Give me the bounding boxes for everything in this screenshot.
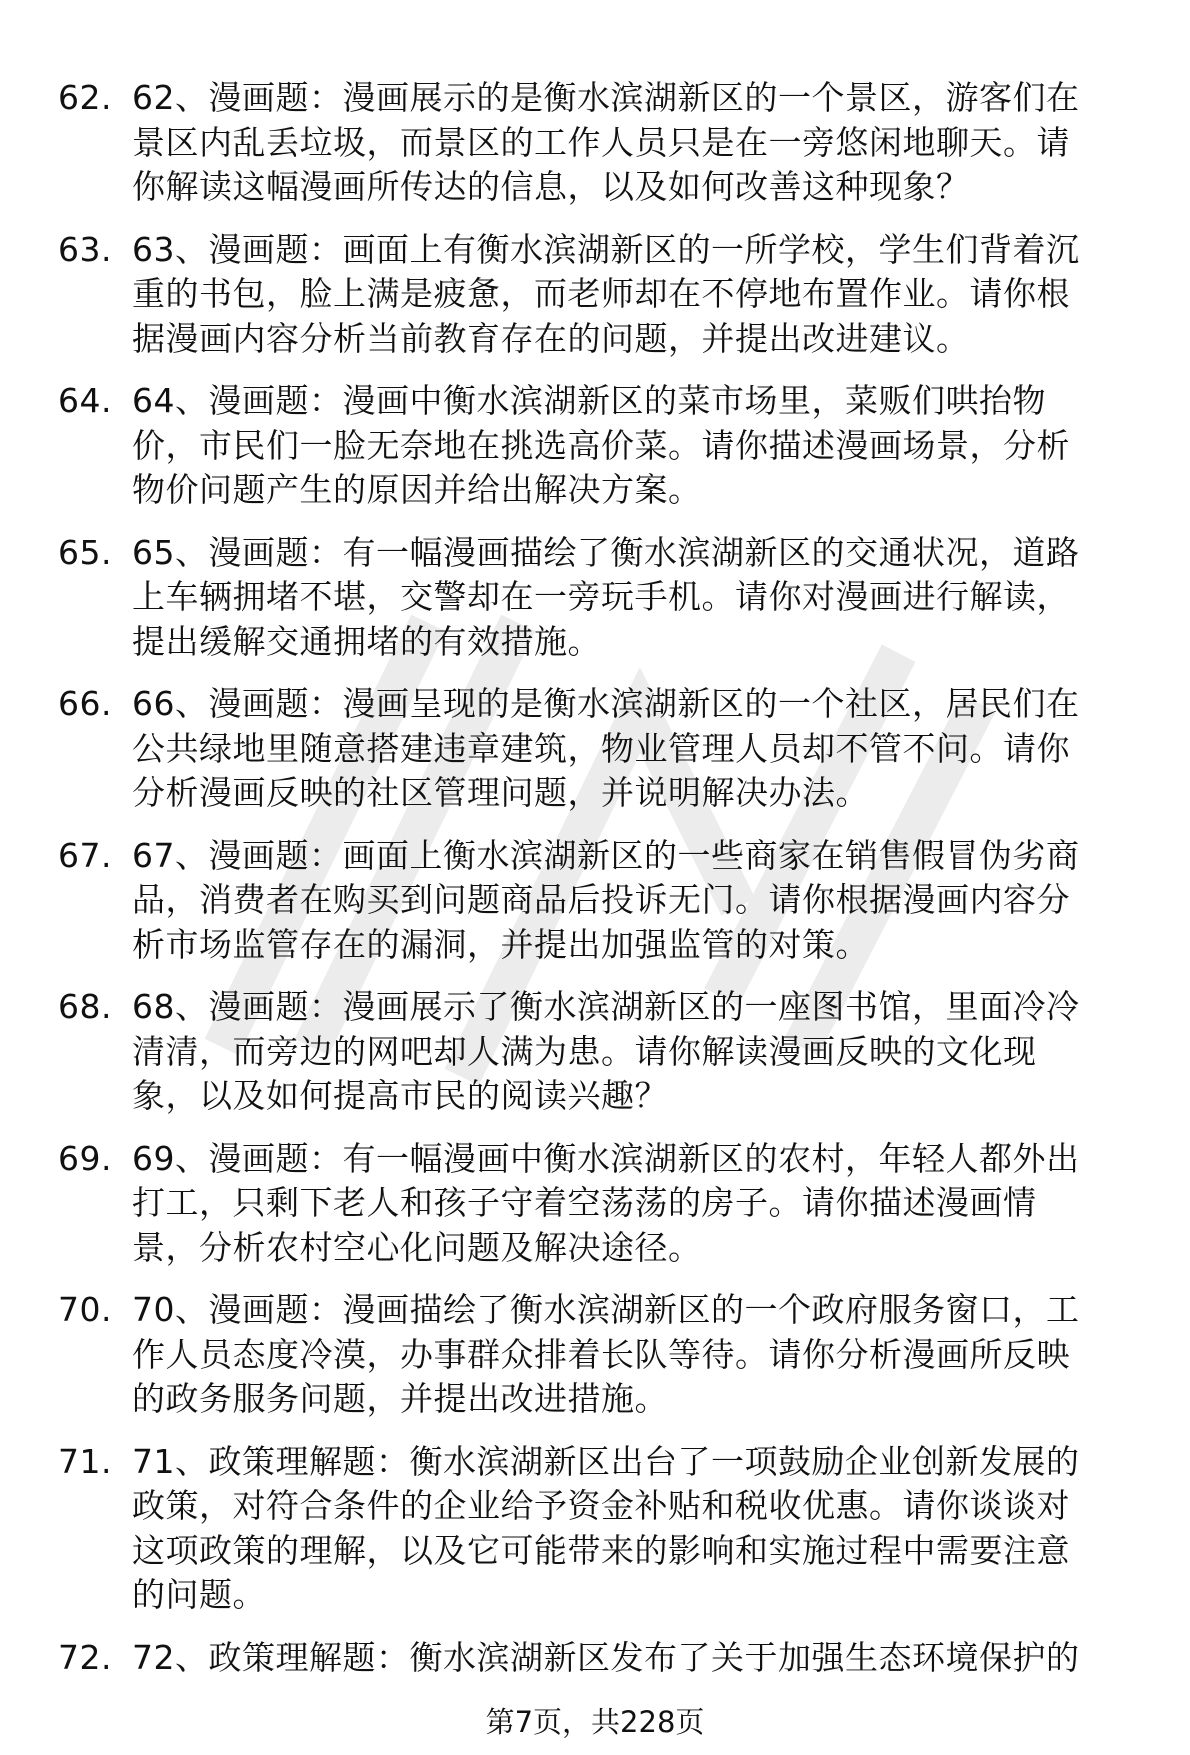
question-item [58,1440,1158,1618]
question-text: 62、漫画题：漫画展示的是衡水滨湖新区的一个景区，游客们在 景区内乱丢垃圾，而景区的工作人员只是在一旁悠闲地聊天。请 你解读这幅漫画所传达的信息，以及如何改善这种现象？ [132,78,1080,206]
question-number: 66. [58,684,112,723]
question-item [58,1288,1158,1422]
question-text: 71、政策理解题：衡水滨湖新区出台了一项鼓励企业创新发展的 政策，对符合条件的企业给予资金补贴和税收优惠。请你谈谈对 这项政策的理解，以及它可能带来的影响和实施过程中需要注意 的问题。 [132,1441,1080,1614]
question-text: 69、漫画题：有一幅漫画中衡水滨湖新区的农村，年轻人都外出 打工，只剩下老人和孩子守着空荡荡的房子。请你描述漫画情 景，分析农村空心化问题及解决途径。 [132,1138,1080,1267]
question-number: 67. [58,835,112,875]
page-footer [0,1702,1190,1742]
question-item [58,76,1158,210]
question-number: 71. [58,1441,112,1481]
question-list [58,76,1158,1698]
question-item [58,1137,1158,1271]
question-text: 64、漫画题：漫画中衡水滨湖新区的菜市场里，菜贩们哄抬物 价，市民们一脸无奈地在挑选高价菜。请你描述漫画场景，分析 物价问题产生的原因并给出解决方案。 [132,381,1070,509]
question-text: 65、漫画题：有一幅漫画描绘了衡水滨湖新区的交通状况，道路 上车辆拥堵不堪，交警却在一旁玩手机。请你对漫画进行解读， 提出缓解交通拥堵的有效措施。 [132,532,1080,661]
question-item [58,228,1158,362]
question-text: 70、漫画题：漫画描绘了衡水滨湖新区的一个政府服务窗口，工 作人员态度冷漠，办事群众排着长队等待。请你分析漫画所反映 的政务服务问题，并提出改进措施。 [132,1290,1080,1418]
question-number: 72. [58,1637,112,1677]
question-number: 64. [58,381,112,420]
question-text: 66、漫画题：漫画呈现的是衡水滨湖新区的一个社区，居民们在 公共绿地里随意搭建违章建筑，物业管理人员却不管不问。请你 分析漫画反映的社区管理问题，并说明解决办法。 [132,684,1080,812]
question-number: 69. [58,1138,112,1178]
question-item [58,985,1158,1119]
page-number-label: 第7页，共228页 [485,1705,705,1739]
question-item [58,682,1158,816]
question-text: 67、漫画题：画面上衡水滨湖新区的一些商家在销售假冒伪劣商 品，消费者在购买到问题商品后投诉无门。请你根据漫画内容分 析市场监管存在的漏洞，并提出加强监管的对策。 [132,835,1080,964]
question-number: 65. [58,532,112,572]
question-number: 68. [58,987,112,1026]
question-item [58,379,1158,513]
question-number: 62. [58,78,112,117]
question-item [58,1636,1158,1681]
question-number: 70. [58,1290,112,1329]
question-text: 72、政策理解题：衡水滨湖新区发布了关于加强生态环境保护的 [132,1637,1080,1677]
question-number: 63. [58,229,112,269]
question-text: 68、漫画题：漫画展示了衡水滨湖新区的一座图书馆，里面冷冷 清清，而旁边的网吧却人满为患。请你解读漫画反映的文化现 象，以及如何提高市民的阅读兴趣？ [132,987,1080,1115]
question-text: 63、漫画题：画面上有衡水滨湖新区的一所学校，学生们背着沉 重的书包，脸上满是疲惫，而老师却在不停地布置作业。请你根 据漫画内容分析当前教育存在的问题，并提出改进建议。 [132,229,1080,358]
question-item [58,531,1158,665]
question-item [58,834,1158,968]
